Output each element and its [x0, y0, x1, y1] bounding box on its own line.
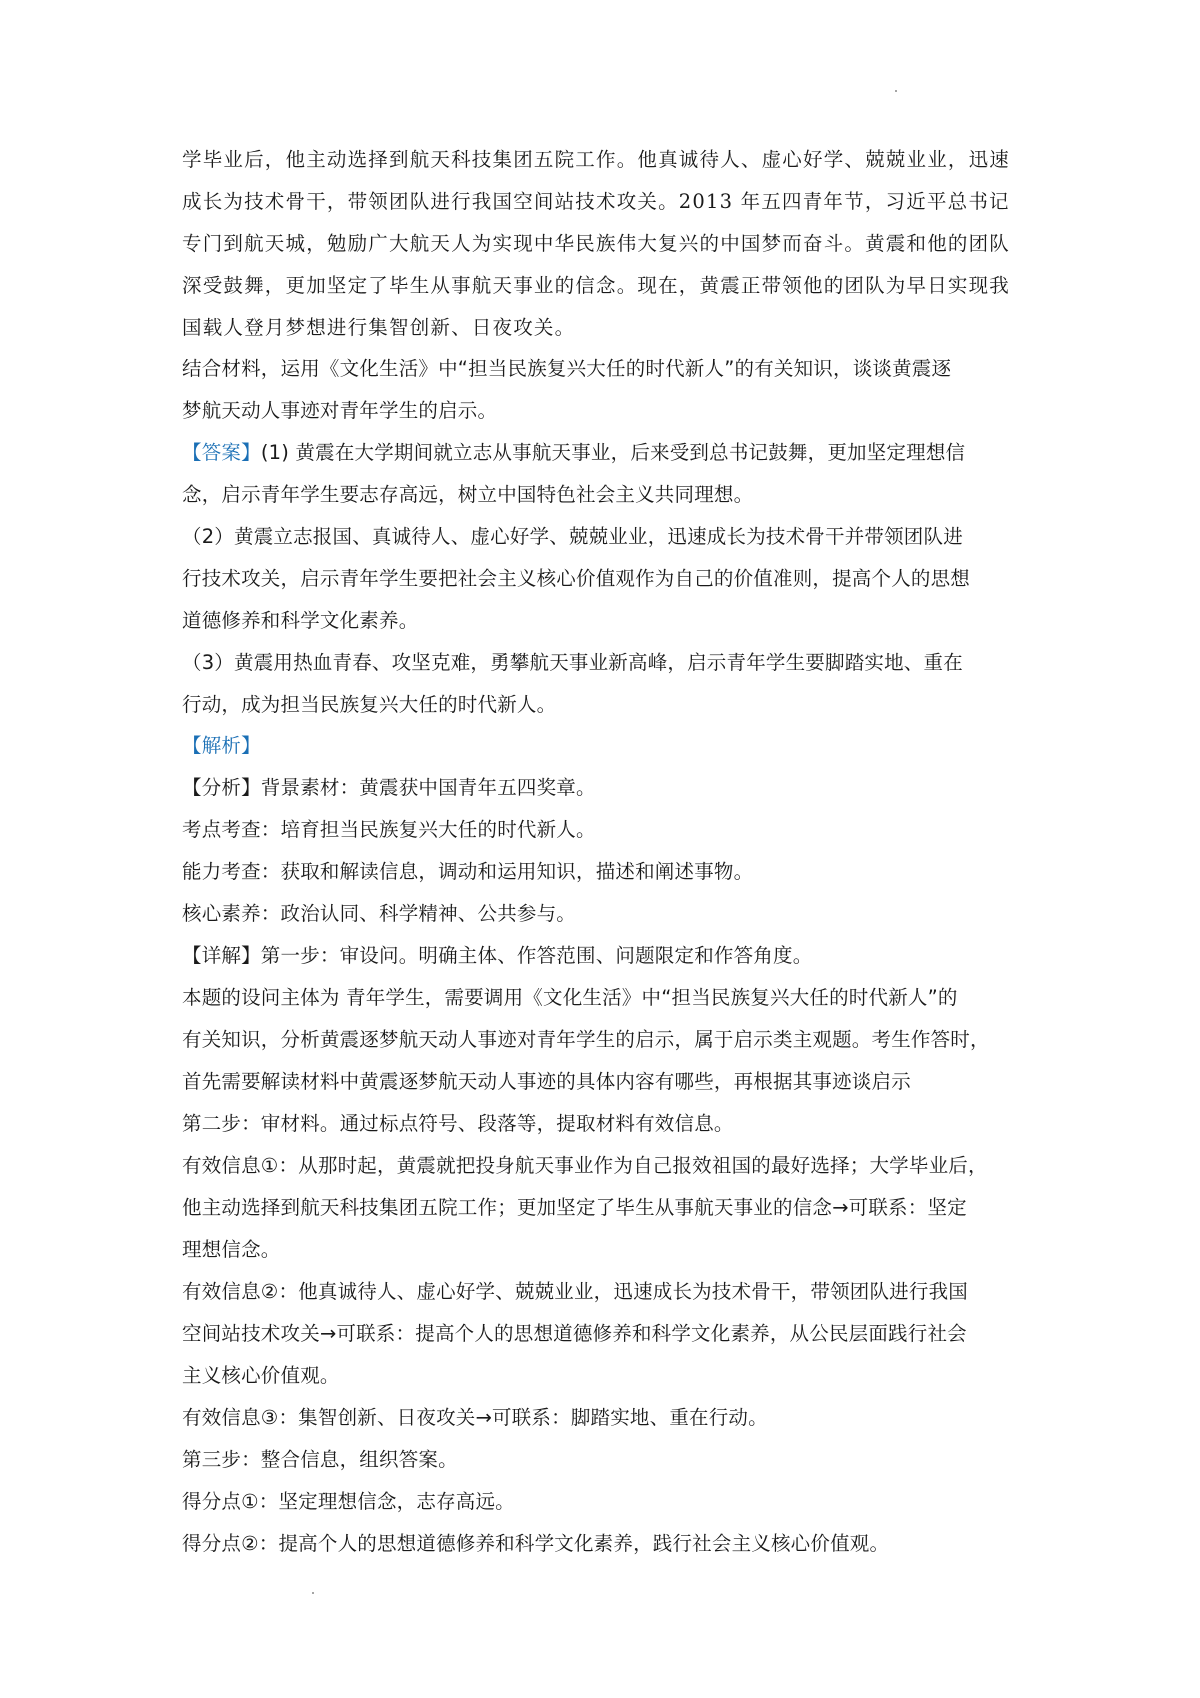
material-line: 国载人登月梦想进行集智创新、日夜攻关。	[182, 316, 576, 339]
question-line: 梦航天动人事迹对青年学生的启示。	[182, 399, 498, 422]
material-line: 成长为技术骨干，带领团队进行我国空间站技术攻关。2013 年五四青年节，习近平总书记	[182, 190, 1010, 213]
analysis-line: 首先需要解读材料中黄震逐梦航天动人事迹的具体内容有哪些，再根据其事迹谈启示	[182, 1070, 911, 1093]
analysis-line: 【分析】背景素材：黄震获中国青年五四奖章。	[182, 776, 596, 799]
material-line: 深受鼓舞，更加坚定了毕生从事航天事业的信念。现在，黄震正带领他的团队为早日实现我	[182, 274, 1011, 297]
analysis-line: 空间站技术攻关→可联系：提高个人的思想道德修养和科学文化素养，从公民层面践行社会	[182, 1322, 967, 1345]
analysis-line: 他主动选择到航天科技集团五院工作；更加坚定了毕生从事航天事业的信念→可联系：坚定	[182, 1196, 967, 1219]
answer-tag: 【答案】	[182, 441, 261, 464]
answer-line: （3）黄震用热血青春、攻坚克难，勇攀航天事业新高峰，启示青年学生要脚踏实地、重在	[182, 651, 963, 674]
analysis-tag: 【解析】	[182, 734, 261, 757]
analysis-line: 第二步：审材料。通过标点符号、段落等，提取材料有效信息。	[182, 1112, 734, 1135]
analysis-line: 有效信息②：他真诚待人、虚心好学、兢兢业业，迅速成长为技术骨干，带领团队进行我国	[182, 1280, 968, 1303]
answer-line: 行动，成为担当民族复兴大任的时代新人。	[182, 693, 557, 716]
analysis-line: 本题的设问主体为 青年学生，需要调用《文化生活》中“担当民族复兴大任的时代新人”的	[182, 986, 958, 1009]
analysis-line: 第三步：整合信息，组织答案。	[182, 1448, 458, 1471]
answer-text: (1) 黄震在大学期间就立志从事航天事业，后来受到总书记鼓舞，更加坚定理想信	[260, 441, 966, 464]
answer-line: （2）黄震立志报国、真诚待人、虚心好学、兢兢业业，迅速成长为技术骨干并带领团队进	[182, 525, 963, 548]
question-line: 结合材料，运用《文化生活》中“担当民族复兴大任的时代新人”的有关知识，谈谈黄震逐	[182, 357, 952, 380]
analysis-line: 核心素养：政治认同、科学精神、公共参与。	[182, 902, 577, 925]
answer-line: 道德修养和科学文化素养。	[182, 609, 419, 632]
analysis-line: 考点考查：培育担当民族复兴大任的时代新人。	[182, 818, 596, 841]
analysis-line: 【详解】第一步：审设问。明确主体、作答范围、问题限定和作答角度。	[182, 944, 813, 967]
material-line: 专门到航天城，勉励广大航天人为实现中华民族伟大复兴的中国梦而奋斗。黄震和他的团队	[182, 232, 1011, 255]
analysis-line: 主义核心价值观。	[182, 1364, 340, 1387]
answer-line: 行技术攻关，启示青年学生要把社会主义核心价值观作为自己的价值准则，提高个人的思想	[182, 567, 971, 590]
analysis-line: 得分点②：提高个人的思想道德修养和科学文化素养，践行社会主义核心价值观。	[182, 1532, 890, 1555]
analysis-line: 有效信息①：从那时起，黄震就把投身航天事业作为自己报效祖国的最好选择；大学毕业后，	[182, 1154, 988, 1177]
answer-line: 念，启示青年学生要志存高远，树立中国特色社会主义共同理想。	[182, 483, 754, 506]
scan-speck	[895, 90, 897, 92]
analysis-line: 有效信息③：集智创新、日夜攻关→可联系：脚踏实地、重在行动。	[182, 1406, 768, 1429]
scan-speck	[312, 1592, 314, 1594]
analysis-line: 得分点①：坚定理想信念，志存高远。	[182, 1490, 515, 1513]
material-line: 学毕业后，他主动选择到航天科技集团五院工作。他真诚待人、虚心好学、兢兢业业，迅速	[182, 148, 1011, 171]
analysis-line: 有关知识，分析黄震逐梦航天动人事迹对青年学生的启示，属于启示类主观题。考生作答时，	[182, 1028, 990, 1051]
analysis-line: 理想信念。	[182, 1238, 281, 1261]
analysis-line: 能力考查：获取和解读信息，调动和运用知识，描述和阐述事物。	[182, 860, 754, 883]
answer-line	[182, 441, 1027, 465]
